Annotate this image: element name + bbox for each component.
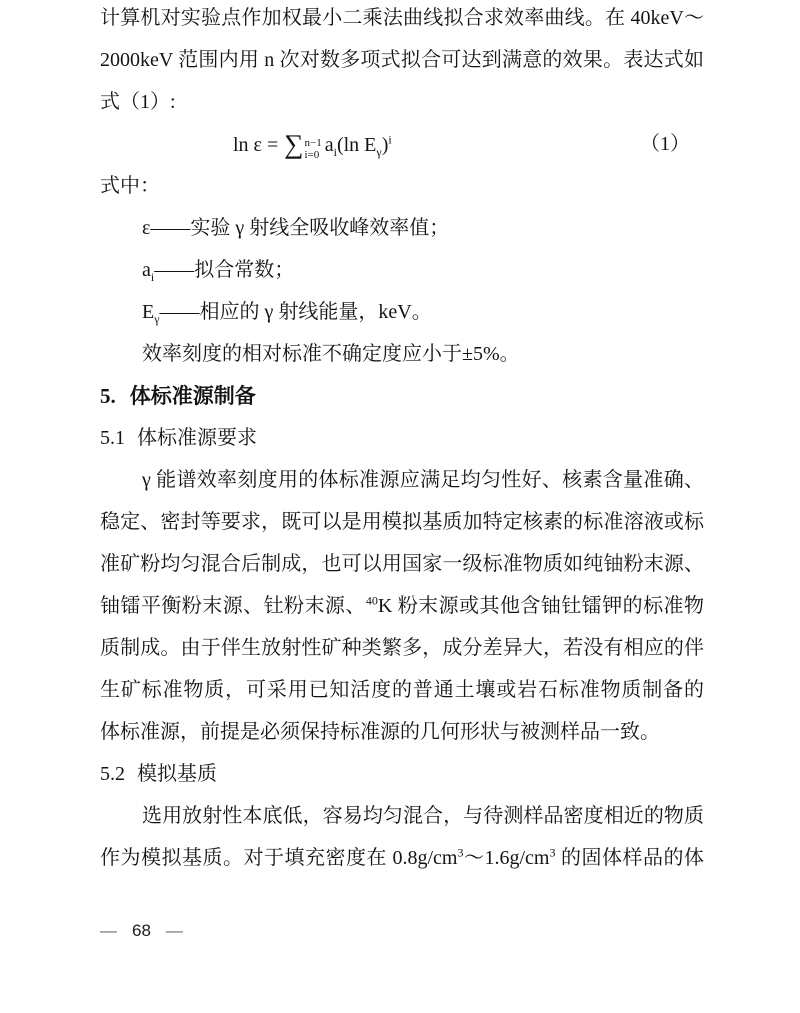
section-5-2-heading bbox=[100, 753, 704, 795]
footer-dash-right: — bbox=[165, 921, 183, 940]
section-5-1-heading bbox=[100, 417, 704, 459]
text-block bbox=[100, 0, 704, 879]
section-5-1-title: 体标准源要求 bbox=[137, 427, 257, 449]
para-5-1-line-4 bbox=[100, 585, 704, 627]
cm3-superscript-2: 3 bbox=[549, 845, 556, 860]
definition-egamma bbox=[100, 291, 704, 333]
section-5-2-number: 5.2 bbox=[100, 763, 125, 785]
intro-line-3: 式（1）: bbox=[100, 91, 176, 113]
coefficient-base: a bbox=[324, 134, 334, 156]
intro-line-2: 2000keV 范围内用 n 次对数多项式拟合可达到满意的效果。表达式如 bbox=[100, 49, 704, 71]
where-label: 式中： bbox=[100, 175, 160, 197]
isotope-40-superscript: 40 bbox=[365, 593, 378, 608]
section-5-1-number: 5.1 bbox=[100, 427, 125, 449]
definition-epsilon-text: ——实验 γ 射线全吸收峰效率值； bbox=[150, 217, 450, 239]
para-5-1-line-6: 生矿标准物质，可采用已知活度的普通土壤或岩石标准物质制备的 bbox=[100, 679, 704, 701]
equation-formula bbox=[233, 123, 392, 166]
page-footer bbox=[100, 917, 183, 945]
symbol-epsilon: ε bbox=[142, 217, 151, 239]
sigma-upper-limit: n−1 bbox=[304, 137, 322, 149]
para-5-2-line-2-seg3: 的固体样品的体 bbox=[555, 847, 704, 869]
section-5-heading bbox=[100, 375, 704, 417]
symbol-e: E bbox=[142, 301, 155, 323]
para-5-1-line-5: 质制成。由于伴生放射性矿种类繁多，成分差异大，若没有相应的伴 bbox=[100, 637, 704, 659]
page-number: 68 bbox=[132, 921, 151, 940]
equation-number: （1） bbox=[640, 133, 690, 155]
definition-epsilon bbox=[100, 207, 704, 249]
section-5-number: 5. bbox=[100, 384, 116, 408]
para-5-2-line-2-seg1: 作为模拟基质。对于填充密度在 0.8g/cm bbox=[100, 847, 458, 869]
equation-1-line bbox=[100, 123, 704, 165]
section-5-2-title: 模拟基质 bbox=[137, 763, 217, 785]
para-5-1-line-1: γ 能谱效率刻度用的体标准源应满足均匀性好、核素含量准确、 bbox=[142, 469, 704, 491]
para-5-2-line-1: 选用放射性本底低，容易均匀混合，与待测样品密度相近的物质 bbox=[142, 805, 704, 827]
footer-dash-left: — bbox=[100, 921, 117, 940]
equation-inner-open: (ln E bbox=[336, 134, 377, 156]
cm3-superscript-1: 3 bbox=[457, 845, 464, 860]
sigma-lower-limit: i=0 bbox=[304, 149, 320, 161]
para-5-2-line-2 bbox=[100, 837, 704, 879]
para-5-1-line-4-pre: 铀镭平衡粉末源、钍粉末源、 bbox=[100, 595, 366, 617]
equation-lhs: ln ε = bbox=[233, 134, 279, 156]
para-5-1-line-7: 体标准源，前提是必须保持标准源的几何形状与被测样品一致。 bbox=[100, 721, 660, 743]
coefficient-subscript: i bbox=[333, 145, 337, 159]
uncertainty-note: 效率刻度的相对标准不确定度应小于±5%。 bbox=[142, 343, 520, 365]
para-5-1-line-4-post: K 粉末源或其他含铀钍镭钾的标准物 bbox=[377, 595, 704, 617]
para-5-2-line-2-seg2: ～1.6g/cm bbox=[463, 847, 550, 869]
gamma-subscript: γ bbox=[376, 145, 382, 159]
sigma-limits bbox=[304, 137, 321, 161]
symbol-a: a bbox=[142, 259, 151, 281]
equation-inner-close: ) bbox=[381, 134, 389, 156]
equation-exponent: i bbox=[388, 132, 392, 147]
para-5-1-line-3: 准矿粉均匀混合后制成，也可以用国家一级标准物质如纯铀粉末源、 bbox=[100, 553, 704, 575]
section-5-title: 体标准源制备 bbox=[129, 384, 256, 408]
intro-line-1: 计算机对实验点作加权最小二乘法曲线拟合求效率曲线。在 40keV～ bbox=[100, 7, 704, 29]
para-5-1-line-2: 稳定、密封等要求，既可以是用模拟基质加特定核素的标准溶液或标 bbox=[100, 511, 704, 533]
definition-egamma-text: ——相应的 γ 射线能量，keV。 bbox=[159, 301, 432, 323]
definition-ai bbox=[100, 249, 704, 291]
symbol-a-sub: i bbox=[150, 270, 155, 284]
definition-ai-text: ——拟合常数； bbox=[154, 259, 295, 281]
sigma-symbol: ∑ bbox=[284, 129, 304, 159]
symbol-e-sub: γ bbox=[154, 312, 160, 326]
